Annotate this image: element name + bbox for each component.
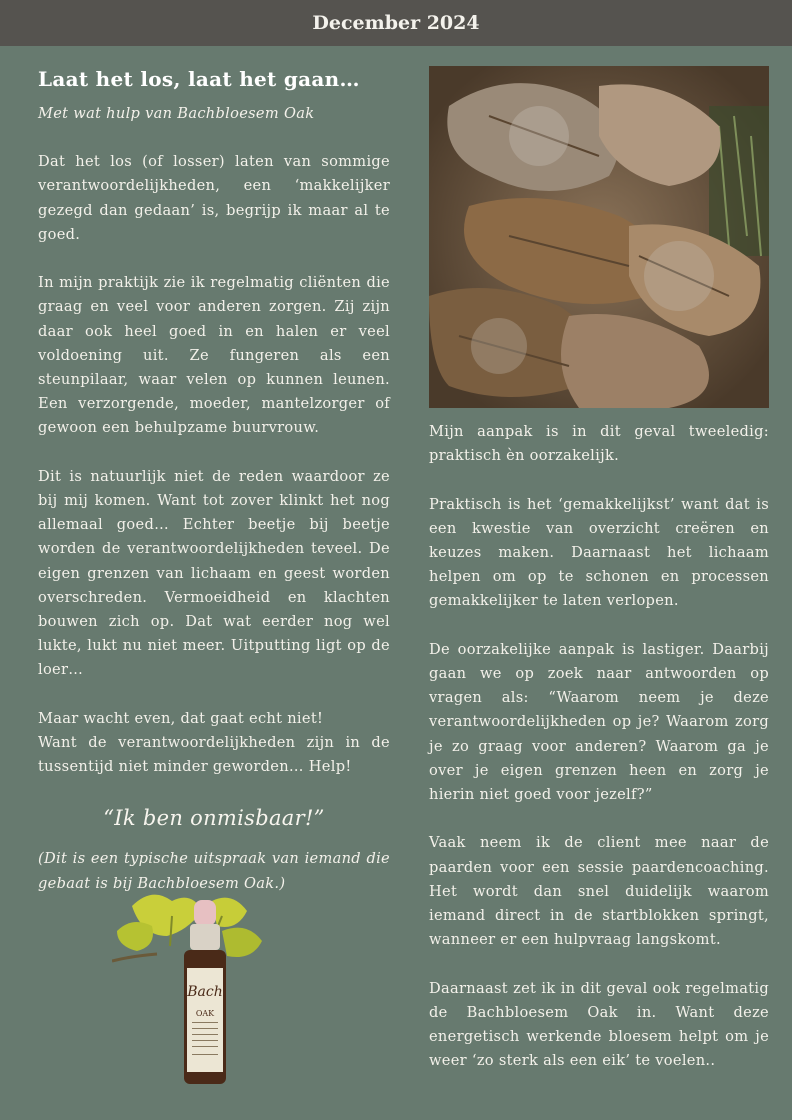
paragraph: Dit is natuurlijk niet de reden waardoor ze bij mij komen. Want tot zover klinkt het nog allemaal goed… Echter beetje bij beetje worden de verantwoordelijkheden teveel. De eigen grenzen van lichaam en geest worden overschreden. Vermoeidheid en klachten bouwen zich op. Dat wat eerder nog wel lukte, lukt nu niet meer. Uitputting ligt op de loer… bbox=[38, 467, 390, 679]
oak-leaves-photo bbox=[429, 66, 769, 408]
bottle-brand: Bach bbox=[187, 984, 223, 1000]
paragraph: In mijn praktijk zie ik regelmatig cliënten die graag en veel voor anderen zorgen. Zij zijn daar ook heel goed in en halen er veel voldoening uit. Ze fungeren als een steunpilaar, waar velen op kunnen leunen. Een verzorgende, moeder, mantelzorger of gewoon een behulpzame buurvrouw. bbox=[38, 274, 390, 437]
header-bar bbox=[0, 0, 792, 46]
paragraph: Praktisch is het ‘gemakkelijkst’ want dat is een kwestie van overzicht creëren en keuzes maken. Daarnaast het lichaam helpen om op te schonen en processen gemakkelijker te laten verlopen. bbox=[429, 495, 769, 610]
paragraph: Daarnaast zet ik in dit geval ook regelmatig de Bachbloesem Oak in. Want deze energetisch werkende bloesem helpt om je weer ‘zo sterk als een eik’ te voelen.. bbox=[429, 979, 769, 1070]
pull-quote: “Ik ben onmisbaar!” bbox=[103, 806, 325, 831]
paragraph: Dat het los (of losser) laten van sommige verantwoordelijkheden, een ‘makkelijker gezegd dan gedaan’ is, begrijp ik maar al te goed. bbox=[38, 153, 390, 243]
article-subtitle: Met wat hulp van Bachbloesem Oak bbox=[38, 105, 315, 122]
right-column bbox=[429, 420, 769, 1073]
paragraph: Vaak neem ik de client mee naar de paarden voor een sessie paardencoaching. Het wordt dan snel duidelijk waarom iemand direct in de startblokken springt, wanneer er een hulpvraag langskomt. bbox=[429, 834, 769, 949]
paragraph: Mijn aanpak is in dit geval tweeledig: praktisch èn oorzakelijk. bbox=[429, 423, 769, 465]
paragraph-line: Maar wacht even, dat gaat echt niet! bbox=[38, 709, 324, 727]
bottle-name: OAK bbox=[195, 1009, 215, 1018]
quote-note: (Dit is een typische uitspraak van iemand die gebaat is bij Bachbloesem Oak.) bbox=[38, 850, 390, 892]
paragraph: De oorzakelijke aanpak is lastiger. Daarbij gaan we op zoek naar antwoorden op vragen als: “Waarom neem je deze verantwoordelijkheden op je? Waarom zorg je zo graag voor anderen? Waarom ga je over je eigen grenzen heen en zorg je hierin niet goed voor jezelf?” bbox=[429, 640, 769, 804]
bach-oak-bottle-image bbox=[112, 886, 272, 1090]
paragraph: Want de verantwoordelijkheden zijn in de tussentijd niet minder geworden… Help! bbox=[38, 734, 390, 776]
left-column bbox=[38, 62, 390, 896]
issue-date: December 2024 bbox=[312, 12, 480, 34]
article-title: Laat het los, laat het gaan… bbox=[38, 67, 360, 91]
